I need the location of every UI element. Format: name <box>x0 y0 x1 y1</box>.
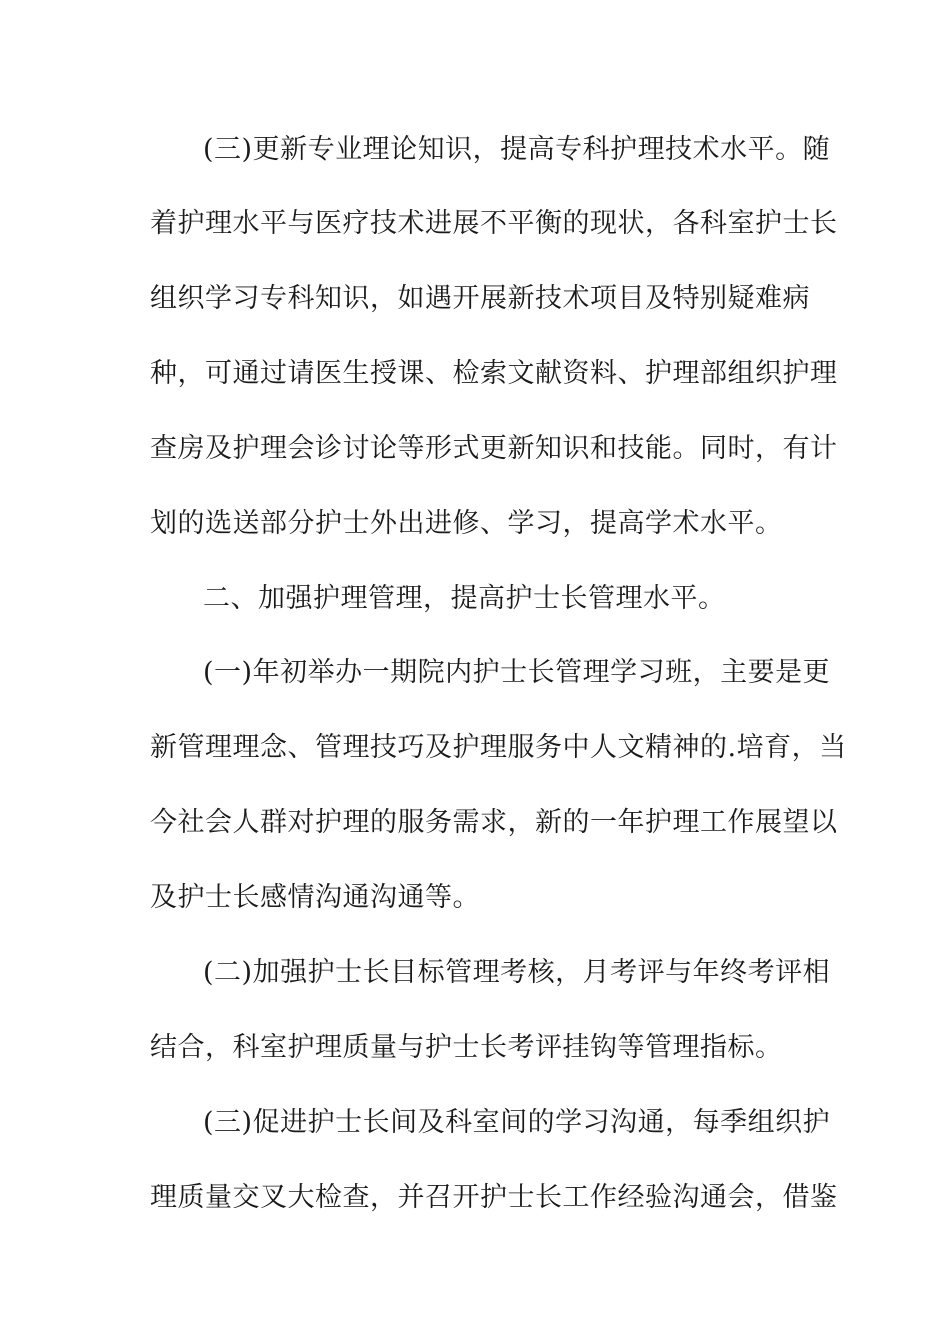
paragraph-line: (二)加强护士长目标管理考核，月考评与年终考评相 <box>203 957 831 988</box>
paragraph-line: 结合，科室护理质量与护士长考评挂钩等管理指标。 <box>150 1032 783 1063</box>
paragraph-line: 种，可通过请医生授课、检索文献资料、护理部组织护理 <box>150 358 838 389</box>
paragraph-line: 划的选送部分护士外出进修、学习，提高学术水平。 <box>150 508 783 539</box>
paragraph-line: 查房及护理会诊讨论等形式更新知识和技能。同时，有计 <box>150 433 838 464</box>
paragraph-line: 组织学习专科知识，如遇开展新技术项目及特别疑难病 <box>150 283 810 314</box>
paragraph-line: (一)年初举办一期院内护士长管理学习班，主要是更 <box>203 657 831 688</box>
paragraph-line: 着护理水平与医疗技术进展不平衡的现状，各科室护士长 <box>150 208 838 239</box>
paragraph-line: 及护士长感情沟通沟通等。 <box>150 882 480 913</box>
paragraph-line: (三)更新专业理论知识，提高专科护理技术水平。随 <box>203 134 831 165</box>
paragraph-line: 理质量交叉大检查，并召开护士长工作经验沟通会，借鉴 <box>150 1182 838 1213</box>
paragraph-line: 今社会人群对护理的服务需求，新的一年护理工作展望以 <box>150 807 838 838</box>
paragraph-line: (三)促进护士长间及科室间的学习沟通，每季组织护 <box>203 1107 831 1138</box>
paragraph-line: 新管理理念、管理技巧及护理服务中人文精神的.培育，当 <box>150 732 847 763</box>
section-heading: 二、加强护理管理，提高护士长管理水平。 <box>203 583 726 614</box>
